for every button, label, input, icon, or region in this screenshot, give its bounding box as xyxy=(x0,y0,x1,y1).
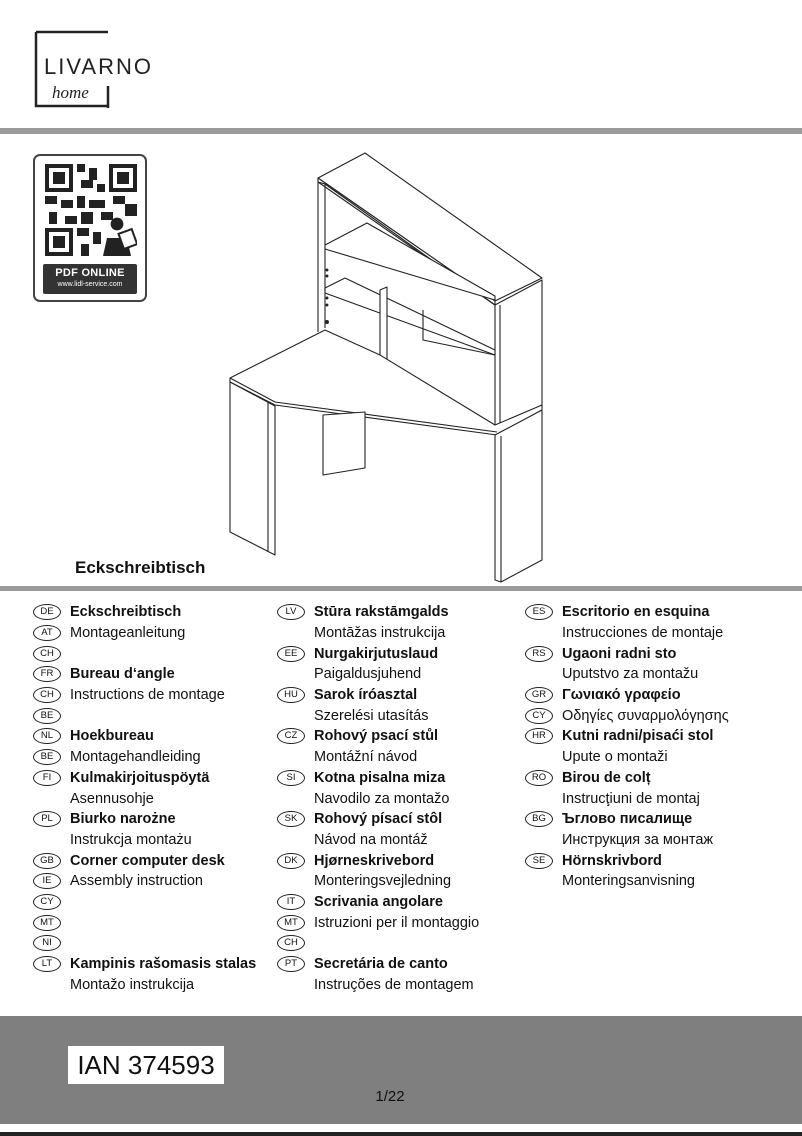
country-code-badge: PT xyxy=(277,956,305,972)
instructions-label: Monteringsanvisning xyxy=(562,873,695,890)
language-row xyxy=(33,871,256,892)
language-column-1 xyxy=(33,602,256,995)
instructions-label: Instruções de montagem xyxy=(314,976,474,993)
language-row xyxy=(33,705,256,726)
language-row xyxy=(33,954,256,975)
instructions-label: Upute o montaži xyxy=(562,749,668,766)
language-row xyxy=(277,747,479,768)
country-code-badge: SE xyxy=(525,853,553,869)
language-row xyxy=(33,602,256,623)
country-code-badge: HR xyxy=(525,728,553,744)
language-row xyxy=(33,974,256,995)
country-code-badge: LV xyxy=(277,604,305,620)
product-name-translation: Bureau d‘angle xyxy=(70,666,175,683)
language-row xyxy=(33,623,256,644)
corner-desk-illustration xyxy=(225,150,555,590)
language-row xyxy=(277,892,479,913)
product-name-translation: Hoekbureau xyxy=(70,728,154,745)
language-row xyxy=(33,933,256,954)
language-row xyxy=(33,747,256,768)
country-code-badge: CH xyxy=(33,646,61,662)
country-code-badge: BG xyxy=(525,811,553,827)
country-code-badge: DE xyxy=(33,604,61,620)
country-code-badge: IT xyxy=(277,894,305,910)
qr-url[interactable]: www.lidl-service.com xyxy=(57,281,123,288)
language-row xyxy=(33,850,256,871)
product-name-translation: Scrivania angolare xyxy=(314,893,443,910)
country-code-badge: NI xyxy=(33,935,61,951)
instructions-label: Montažo instrukcija xyxy=(70,976,195,993)
instructions-label: Uputstvo za montažu xyxy=(562,666,699,683)
language-row xyxy=(277,664,479,685)
language-row xyxy=(33,643,256,664)
language-row xyxy=(525,664,729,685)
product-name-translation: Biurko narożne xyxy=(70,811,176,828)
country-code-badge: IE xyxy=(33,873,61,889)
product-name-translation: Nurgakirjutuslaud xyxy=(314,645,439,662)
country-code-badge: CY xyxy=(525,708,553,724)
product-name-translation: Hörnskrivbord xyxy=(562,852,662,869)
country-code-badge: SI xyxy=(277,770,305,786)
language-row xyxy=(33,830,256,851)
language-row xyxy=(277,602,479,623)
language-row xyxy=(277,912,479,933)
language-row xyxy=(33,768,256,789)
qr-pdf-online[interactable] xyxy=(33,154,147,302)
country-code-badge: SK xyxy=(277,811,305,827)
country-code-badge: CZ xyxy=(277,728,305,744)
product-name-translation: Rohový psací stůl xyxy=(314,728,439,745)
language-row xyxy=(277,643,479,664)
instructions-label: Assembly instruction xyxy=(70,873,203,890)
country-code-badge: CY xyxy=(33,894,61,910)
language-row xyxy=(33,788,256,809)
country-code-badge: BE xyxy=(33,749,61,765)
instructions-label: Instrukcja montażu xyxy=(70,831,192,848)
instructions-label: Szerelési utasítás xyxy=(314,707,429,724)
middle-divider xyxy=(0,586,802,591)
country-code-badge: CH xyxy=(33,687,61,703)
language-row xyxy=(525,768,729,789)
product-name-translation: Stūra rakstāmgalds xyxy=(314,604,449,621)
country-code-badge: DK xyxy=(277,853,305,869)
product-name-translation: Kulmakirjoituspöytä xyxy=(70,769,210,786)
language-row xyxy=(525,623,729,644)
instructions-label: Instructions de montage xyxy=(70,687,225,704)
language-row xyxy=(525,850,729,871)
language-row xyxy=(277,933,479,954)
instructions-label: Navodilo za montažo xyxy=(314,790,450,807)
country-code-badge: RO xyxy=(525,770,553,786)
language-row xyxy=(525,747,729,768)
language-row xyxy=(525,685,729,706)
product-name-translation: Sarok íróasztal xyxy=(314,687,418,704)
language-row xyxy=(277,685,479,706)
brand-sub: home xyxy=(52,83,89,102)
country-code-badge: MT xyxy=(277,915,305,931)
page-number: 1/22 xyxy=(375,1088,405,1105)
product-name-translation: Ъглово писалище xyxy=(562,811,693,828)
language-row xyxy=(33,685,256,706)
language-row xyxy=(525,643,729,664)
language-row xyxy=(525,602,729,623)
country-code-badge: FR xyxy=(33,666,61,682)
language-row xyxy=(277,768,479,789)
product-name-translation: Hjørneskrivebord xyxy=(314,852,435,869)
instructions-label: Instrucţiuni de montaj xyxy=(562,790,700,807)
language-row xyxy=(525,830,729,851)
language-row xyxy=(525,871,729,892)
instructions-label: Οδηγίες συναρμολόγησης xyxy=(562,707,729,724)
language-row xyxy=(277,623,479,644)
product-name-translation: Kampinis rašomasis stalas xyxy=(70,956,257,973)
instructions-label: Paigaldusjuhend xyxy=(314,666,422,683)
language-row xyxy=(277,850,479,871)
language-row xyxy=(525,705,729,726)
country-code-badge: PL xyxy=(33,811,61,827)
language-row xyxy=(277,788,479,809)
instructions-label: Montageanleitung xyxy=(70,625,186,642)
language-row xyxy=(525,809,729,830)
language-row xyxy=(277,809,479,830)
language-row xyxy=(277,871,479,892)
top-divider xyxy=(0,128,802,134)
instructions-label: Инструкция за монтаж xyxy=(562,831,714,848)
product-name-translation: Γωνιακό γραφείο xyxy=(562,687,681,704)
qr-code-icon xyxy=(45,164,137,256)
product-name-translation: Secretária de canto xyxy=(314,956,448,973)
qr-banner xyxy=(43,264,137,294)
language-row xyxy=(277,830,479,851)
instructions-label: Instrucciones de montaje xyxy=(562,625,724,642)
instructions-label: Asennusohje xyxy=(70,790,154,807)
language-row xyxy=(33,726,256,747)
livarno-home-logo xyxy=(32,30,182,110)
bottom-border xyxy=(0,1132,802,1136)
language-row xyxy=(33,664,256,685)
language-column-3 xyxy=(525,602,729,892)
language-row xyxy=(277,954,479,975)
product-name-translation: Eckschreibtisch xyxy=(70,604,182,621)
country-code-badge: AT xyxy=(33,625,61,641)
instructions-label: Montāžas instrukcija xyxy=(314,625,446,642)
product-name-translation: Corner computer desk xyxy=(70,852,225,869)
country-code-badge: BE xyxy=(33,708,61,724)
language-row xyxy=(33,809,256,830)
language-row xyxy=(277,974,479,995)
instructions-label: Návod na montáž xyxy=(314,831,428,848)
country-code-badge: HU xyxy=(277,687,305,703)
brand-name: LIVARNO xyxy=(44,54,153,79)
language-row xyxy=(277,705,479,726)
instructions-label: Monteringsvejledning xyxy=(314,873,452,890)
country-code-badge: FI xyxy=(33,770,61,786)
language-row xyxy=(525,788,729,809)
product-name-translation: Kutni radni/pisaći stol xyxy=(562,728,714,745)
country-code-badge: CH xyxy=(277,935,305,951)
language-row xyxy=(525,726,729,747)
instructions-label: Istruzioni per il montaggio xyxy=(314,914,480,931)
country-code-badge: GB xyxy=(33,853,61,869)
product-name-translation: Kotna pisalna miza xyxy=(314,769,446,786)
instructions-label: Montagehandleiding xyxy=(70,749,201,766)
country-code-badge: ES xyxy=(525,604,553,620)
country-code-badge: EE xyxy=(277,646,305,662)
product-title: Eckschreibtisch xyxy=(75,558,206,577)
country-code-badge: MT xyxy=(33,915,61,931)
ian-number: IAN 374593 xyxy=(68,1046,224,1084)
language-row xyxy=(277,726,479,747)
product-name-translation: Birou de colț xyxy=(562,769,651,786)
language-row xyxy=(33,912,256,933)
instructions-label: Montážní návod xyxy=(314,749,418,766)
country-code-badge: NL xyxy=(33,728,61,744)
product-name-translation: Ugaoni radni sto xyxy=(562,645,677,662)
country-code-badge: LT xyxy=(33,956,61,972)
country-code-badge: RS xyxy=(525,646,553,662)
product-name-translation: Escritorio en esquina xyxy=(562,604,710,621)
language-column-2 xyxy=(277,602,479,995)
language-row xyxy=(33,892,256,913)
product-name-translation: Rohový písací stôl xyxy=(314,811,443,828)
qr-label: PDF ONLINE xyxy=(55,267,125,279)
country-code-badge: GR xyxy=(525,687,553,703)
